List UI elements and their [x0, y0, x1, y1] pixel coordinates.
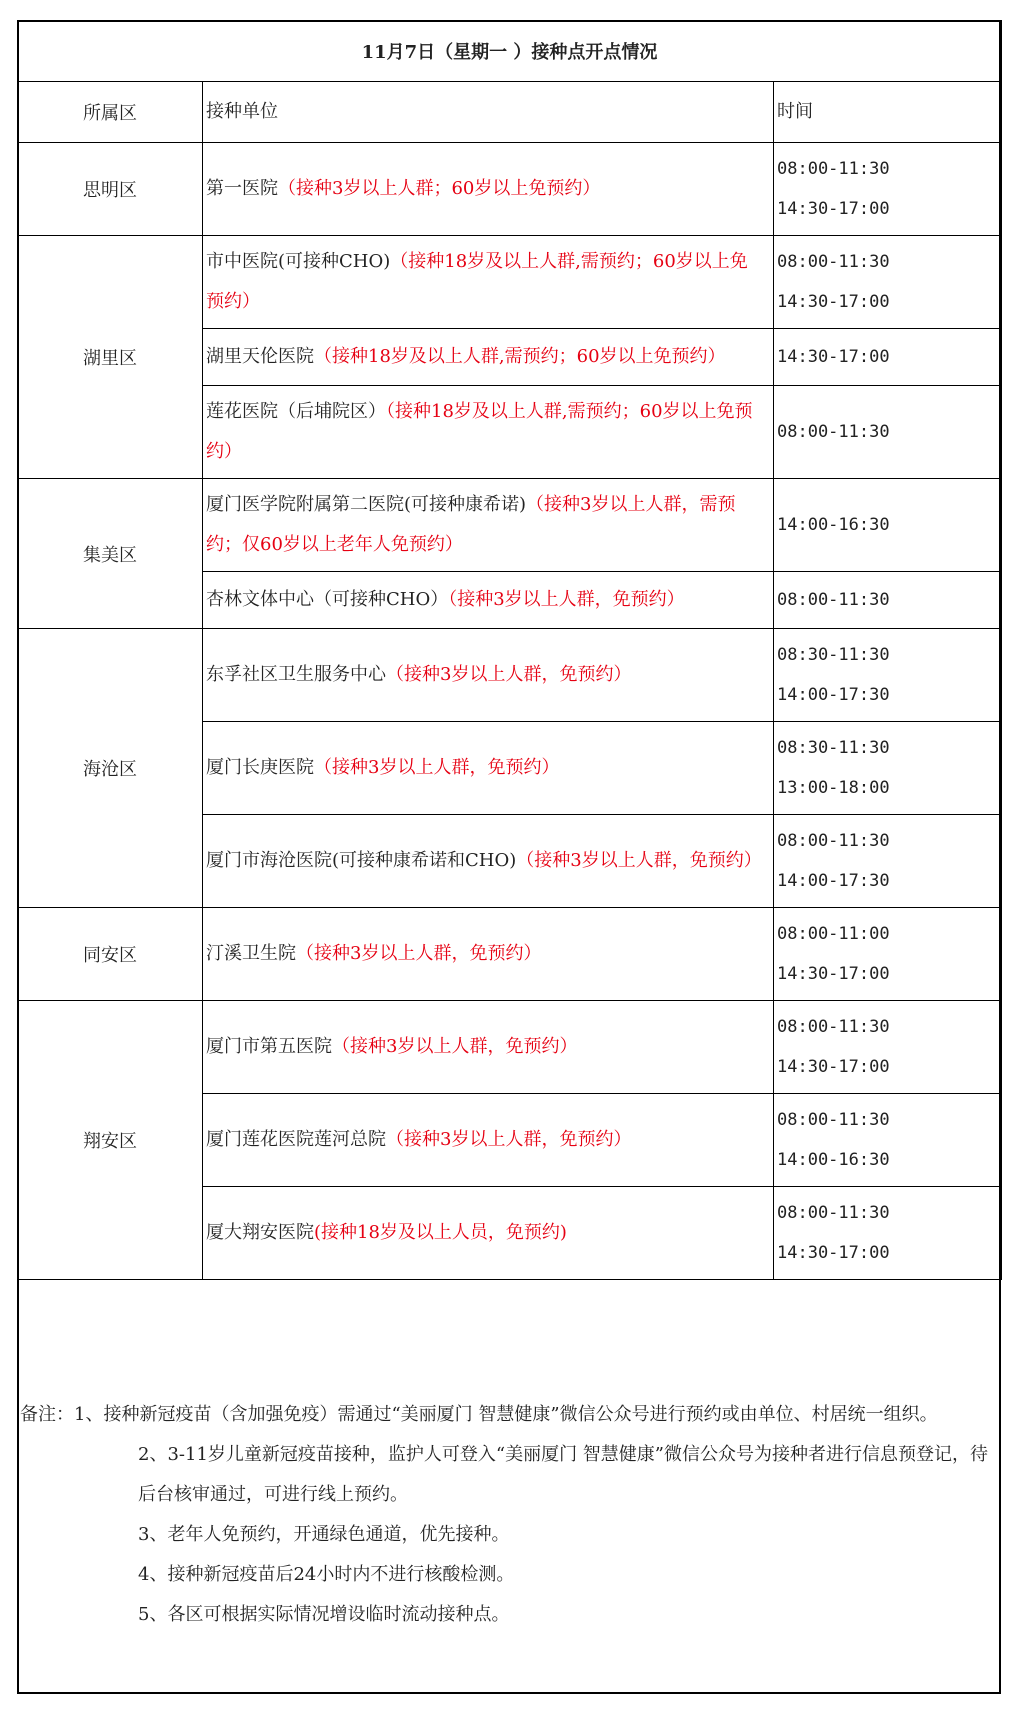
header-time: 时间	[774, 82, 1002, 143]
header-district: 所属区	[18, 82, 203, 143]
district-cell: 集美区	[18, 479, 203, 629]
district-cell: 翔安区	[18, 1001, 203, 1280]
unit-note: （接种18岁及以上人群,需预约；60岁以上免预约）	[314, 346, 726, 367]
unit-name: 湖里天伦医院	[206, 346, 314, 367]
time-slot: 14:00-16:30	[777, 515, 890, 535]
unit-name: 莲花医院（后埔院区）	[206, 401, 386, 422]
time-slot: 14:00-17:30	[777, 685, 890, 705]
time-slot: 14:30-17:00	[777, 1243, 890, 1263]
note-5: 5、各区可根据实际情况增设临时流动接种点。	[138, 1604, 510, 1625]
time-slot: 14:00-16:30	[777, 1150, 890, 1170]
time-slot: 08:00-11:30	[777, 1017, 890, 1037]
time-slot: 08:00-11:30	[777, 831, 890, 851]
time-slot: 14:00-17:30	[777, 871, 890, 891]
unit-note: （接种3岁以上人群；60岁以上免预约）	[278, 178, 601, 199]
district-cell: 湖里区	[18, 236, 203, 479]
time-slot: 14:30-17:00	[777, 347, 890, 367]
time-slot: 08:00-11:30	[777, 252, 890, 272]
unit-note: （接种3岁以上人群，免预约）	[448, 589, 685, 610]
district-cell: 思明区	[18, 143, 203, 236]
time-slot: 08:00-11:30	[777, 422, 890, 442]
time-slot: 08:30-11:30	[777, 738, 890, 758]
note-4: 4、接种新冠疫苗后24小时内不进行核酸检测。	[138, 1564, 515, 1585]
time-slot: 14:30-17:00	[777, 292, 890, 312]
time-slot: 08:30-11:30	[777, 645, 890, 665]
unit-name: 东孚社区卫生服务中心	[206, 664, 386, 685]
unit-name: 厦门莲花医院莲河总院	[206, 1129, 386, 1150]
unit-name: 杏林文体中心（可接种CHO）	[206, 589, 449, 610]
district-cell: 海沧区	[18, 629, 203, 908]
unit-note: （接种3岁以上人群，免预约）	[386, 1129, 632, 1150]
note-1: 备注：1、接种新冠疫苗（含加强免疫）需通过“美丽厦门 智慧健康”微信公众号进行预约或由单位、村居统一组织。	[20, 1404, 938, 1425]
unit-name: 厦门医学院附属第二医院(可接种康希诺)	[206, 494, 527, 515]
outer-frame	[17, 20, 1001, 1694]
time-slot: 08:00-11:00	[777, 924, 890, 944]
unit-note: （接种3岁以上人群，需预约；仅60岁以上老年人免预约）	[206, 494, 736, 555]
unit-note: （接种3岁以上人群，免预约）	[296, 943, 542, 964]
unit-note: (接种18岁及以上人员，免预约)	[314, 1222, 567, 1243]
time-slot: 14:30-17:00	[777, 1057, 890, 1077]
note-3: 3、老年人免预约，开通绿色通道，优先接种。	[138, 1524, 510, 1545]
header-unit: 接种单位	[203, 82, 774, 143]
unit-name: 厦门长庚医院	[206, 757, 314, 778]
time-slot: 13:00-18:00	[777, 778, 890, 798]
unit-note: （接种3岁以上人群，免预约）	[516, 850, 762, 871]
time-slot: 08:00-11:30	[777, 1110, 890, 1130]
district-cell: 同安区	[18, 908, 203, 1001]
time-slot: 08:00-11:30	[777, 159, 890, 179]
note-2: 2、3-11岁儿童新冠疫苗接种，监护人可登入“美丽厦门 智慧健康”微信公众号为接种者进行信息预登记，待后台核审通过，可进行线上预约。	[138, 1444, 989, 1505]
unit-name: 厦大翔安医院	[206, 1222, 314, 1243]
unit-name: 汀溪卫生院	[206, 943, 296, 964]
time-slot: 14:30-17:00	[777, 964, 890, 984]
unit-note: （接种18岁及以上人群,需预约；60岁以上免预约）	[206, 251, 748, 312]
unit-name: 第一医院	[206, 178, 278, 199]
table-title: 11月7日（星期一 ）接种点开点情况	[18, 21, 1002, 82]
unit-note: （接种3岁以上人群，免预约）	[386, 664, 632, 685]
unit-note: （接种3岁以上人群，免预约）	[332, 1036, 578, 1057]
time-slot: 08:00-11:30	[777, 1203, 890, 1223]
unit-name: 市中医院(可接种CHO)	[206, 251, 391, 272]
unit-name: 厦门市第五医院	[206, 1036, 332, 1057]
unit-note: （接种18岁及以上人群,需预约；60岁以上免预约）	[206, 401, 753, 462]
unit-name: 厦门市海沧医院(可接种康希诺和CHO)	[206, 850, 517, 871]
time-slot: 08:00-11:30	[777, 590, 890, 610]
unit-note: （接种3岁以上人群，免预约）	[314, 757, 560, 778]
time-slot: 14:30-17:00	[777, 199, 890, 219]
